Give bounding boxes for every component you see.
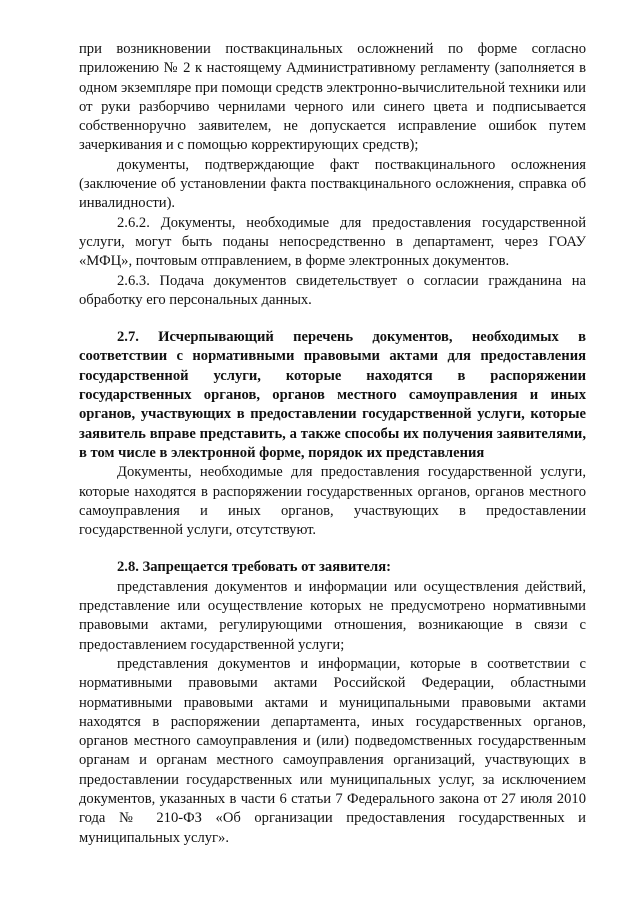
paragraph-complication-form: при возникновении поствакцинальных осложнений по форме согласно приложению № 2 к настоящему Административному регламенту (заполняется в одном экземпляре при помощи средств электронно-вычислительной техники или от руки разборчиво чернилами черного или синего цвета и подписывается собственноручно заявителем, не допускается исправление ошибок путем зачеркивания и с помощью корректирующих средств); bbox=[79, 41, 586, 154]
paragraph-2-6-2: 2.6.2. Документы, необходимые для предоставления государственной услуги, могут быть поданы непосредственно в департамент, через ГОАУ «МФЦ», почтовым отправлением, в форме электронных документов. bbox=[79, 214, 586, 270]
paragraph-2-6-3: 2.6.3. Подача документов свидетельствует о согласии гражданина на обработку его персональных данных. bbox=[79, 272, 586, 308]
section-2-8-heading: 2.8. Запрещается требовать от заявителя: bbox=[117, 559, 391, 576]
section-2-7-body: Документы, необходимые для предоставления государственной услуги, которые находятся в распоряжении государственных органов, органов местного самоуправления и иных органов, участвующих в предоставлении государственной услуги, отсутствуют. bbox=[79, 464, 586, 539]
section-2-7-heading: 2.7. Исчерпывающий перечень документов, необходимых в соответствии с нормативными правовыми актами для предоставления государственной услуги, которые находятся в распоряжении государственных органов, органов местного самоуправления и иных органов, участвующих в предоставлении государственной услуги, которые заявитель вправе представить, а также способы их получения заявителями, в том числе в электронной форме, порядок их представления bbox=[79, 329, 586, 461]
section-2-8-paragraph-2: представления документов и информации, которые в соответствии с нормативными правовыми актами Российской Федерации, областными нормативными правовыми актами и муниципальными правовыми актами находятся в распоряжении департамента, иных государственных органов, органов местного самоуправления и (или) подведомственных государственным органам и органам местного самоуправления организаций, участвующих в предоставлении государственных или муниципальных услуг, за исключением документов, указанных в части 6 статьи 7 Федерального закона от 27 июля 2010 года № 210-ФЗ «Об организации предоставления государственных и муниципальных услуг». bbox=[79, 655, 586, 846]
document-page bbox=[79, 40, 586, 848]
section-2-8-paragraph-1: представления документов и информации или осуществления действий, представление или осуществление которых не предусмотрено нормативными правовыми актами, регулирующими отношения, возникающие в связи с предоставлением государственной услуги; bbox=[79, 578, 586, 653]
paragraph-supporting-documents: документы, подтверждающие факт поствакцинального осложнения (заключение об установлении факта поствакцинального осложнения, справка об инвалидности). bbox=[79, 156, 586, 212]
